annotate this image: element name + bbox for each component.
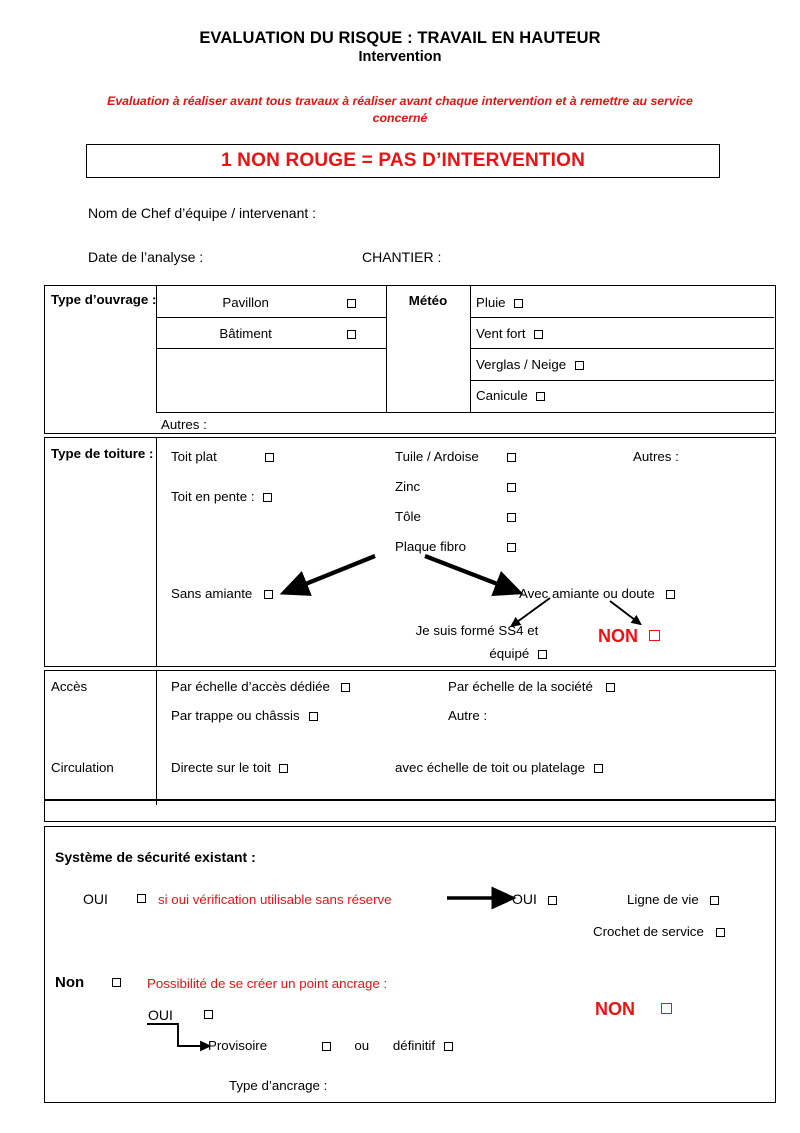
option-echelle-de-toit[interactable]: avec échelle de toit ou platelage: [395, 759, 603, 776]
option-ss4-equipe[interactable]: équipé: [407, 645, 547, 662]
result-securite-oui: OUI: [512, 891, 557, 908]
field-ouvrage-autres[interactable]: Autres :: [161, 417, 207, 432]
label-securite-oui: OUI: [83, 891, 108, 907]
divider-vertical: [470, 286, 471, 412]
option-pluie[interactable]: Pluie: [476, 294, 523, 311]
divider-vertical: [156, 671, 157, 799]
checkbox-trappe-chassis[interactable]: [309, 712, 318, 721]
option-avec-amiante[interactable]: Avec amiante ou doute: [519, 585, 675, 602]
option-directe-sur-toit[interactable]: Directe sur le toit: [171, 759, 288, 776]
option-tuile-ardoise[interactable]: Tuile / Ardoise: [395, 448, 516, 465]
arrow-to-sans-amiante: [303, 556, 375, 585]
warning-banner: [86, 144, 720, 178]
field-date-analyse[interactable]: Date de l’analyse :: [88, 249, 204, 265]
result-ancrage-non: NON: [595, 1001, 672, 1019]
checkbox-echelle-de-toit[interactable]: [594, 764, 603, 773]
checkbox-sans-amiante[interactable]: [264, 590, 273, 599]
checkbox-non-amiante[interactable]: [649, 630, 660, 641]
title-main: EVALUATION DU RISQUE : TRAVAIL EN HAUTEUR: [199, 29, 601, 47]
label-meteo: Météo: [408, 293, 448, 308]
checkbox-echelle-dediee[interactable]: [341, 683, 350, 692]
field-nom-chef-equipe[interactable]: Nom de Chef d’équipe / intervenant :: [88, 205, 317, 221]
divider-horizontal: [470, 348, 774, 349]
title-sub: Intervention: [358, 49, 442, 65]
divider-vertical: [156, 801, 157, 805]
field-type-ancrage[interactable]: Type d’ancrage :: [229, 1078, 328, 1093]
arrow-to-avec-amiante: [425, 556, 500, 585]
option-pavillon[interactable]: Pavillon: [156, 294, 386, 311]
checkbox-vent-fort[interactable]: [534, 330, 543, 339]
option-batiment[interactable]: Bâtiment: [156, 325, 386, 342]
subtitle-instruction: Evaluation à réaliser avant tous travaux à réaliser avant chaque intervention et à remettre au service concerné: [107, 94, 693, 125]
option-verglas-neige[interactable]: Verglas / Neige: [476, 356, 584, 373]
option-zinc[interactable]: Zinc: [395, 478, 516, 495]
label-ss4-line1: Je suis formé SS4 et: [415, 623, 539, 638]
field-toiture-autres[interactable]: Autres :: [633, 449, 679, 464]
checkbox-batiment[interactable]: [347, 330, 356, 339]
checkbox-securite-oui[interactable]: [137, 894, 146, 903]
option-sans-amiante[interactable]: Sans amiante: [171, 585, 273, 602]
checkbox-pluie[interactable]: [514, 299, 523, 308]
checkbox-securite-oui-result[interactable]: [548, 896, 557, 905]
option-tole[interactable]: Tôle: [395, 508, 516, 525]
table-ouvrage-meteo: [44, 285, 776, 434]
label-circulation: Circulation: [51, 760, 114, 775]
warning-banner-text: 1 NON ROUGE = PAS D’INTERVENTION: [220, 150, 586, 171]
divider-horizontal: [156, 412, 774, 413]
text-point-ancrage-question: Possibilité de se créer un point ancrage :: [147, 976, 388, 991]
table-systeme-securite: [44, 826, 776, 1103]
checkbox-verglas-neige[interactable]: [575, 361, 584, 370]
text-verification-reserve: si oui vérification utilisable sans réserve: [158, 892, 392, 907]
option-vent-fort[interactable]: Vent fort: [476, 325, 543, 342]
divider-horizontal: [156, 348, 386, 349]
field-acces-autre[interactable]: Autre :: [448, 708, 488, 723]
checkbox-avec-amiante[interactable]: [666, 590, 675, 599]
option-ligne-de-vie[interactable]: Ligne de vie: [627, 891, 719, 908]
option-provisoire[interactable]: Provisoire ou définitif: [208, 1037, 453, 1054]
checkbox-ligne-de-vie[interactable]: [710, 896, 719, 905]
divider-horizontal: [470, 380, 774, 381]
page-title: [0, 28, 800, 67]
heading-systeme-securite: Système de sécurité existant :: [55, 849, 256, 865]
field-chantier[interactable]: CHANTIER :: [362, 249, 442, 265]
option-plaque-fibro[interactable]: Plaque fibro: [395, 538, 516, 555]
checkbox-securite-non[interactable]: [112, 978, 121, 987]
checkbox-pavillon[interactable]: [347, 299, 356, 308]
option-echelle-dediee[interactable]: Par échelle d’accès dédiée: [171, 678, 350, 695]
checkbox-ancrage-non[interactable]: [661, 1003, 672, 1014]
label-acces: Accès: [51, 679, 88, 694]
checkbox-echelle-societe[interactable]: [606, 683, 615, 692]
checkbox-provisoire[interactable]: [322, 1042, 331, 1051]
checkbox-directe-sur-toit[interactable]: [279, 764, 288, 773]
label-ancrage-oui: OUI: [148, 1007, 173, 1023]
result-non-amiante: NON: [598, 628, 660, 646]
table-type-toiture: [44, 437, 776, 667]
checkbox-crochet-de-service[interactable]: [716, 928, 725, 937]
option-canicule[interactable]: Canicule: [476, 387, 545, 404]
checkbox-definitif[interactable]: [444, 1042, 453, 1051]
table-spacer-row: [44, 800, 776, 822]
checkbox-ancrage-oui[interactable]: [204, 1010, 213, 1019]
label-type-ouvrage: Type d’ouvrage :: [51, 292, 157, 307]
option-trappe-chassis[interactable]: Par trappe ou châssis: [171, 707, 318, 724]
divider-horizontal: [470, 317, 774, 318]
option-toit-en-pente[interactable]: Toit en pente :: [171, 488, 272, 505]
option-crochet-de-service[interactable]: Crochet de service: [593, 923, 725, 940]
label-securite-non: Non: [55, 974, 85, 991]
option-toit-plat[interactable]: Toit plat: [171, 448, 274, 465]
label-type-toiture: Type de toiture :: [51, 446, 154, 461]
divider-horizontal: [156, 317, 386, 318]
checkbox-canicule[interactable]: [536, 392, 545, 401]
option-echelle-societe[interactable]: Par échelle de la société: [448, 678, 615, 695]
table-acces-circulation: [44, 670, 776, 800]
arrow-to-non: [610, 601, 635, 620]
checkbox-ss4-equipe[interactable]: [538, 650, 547, 659]
